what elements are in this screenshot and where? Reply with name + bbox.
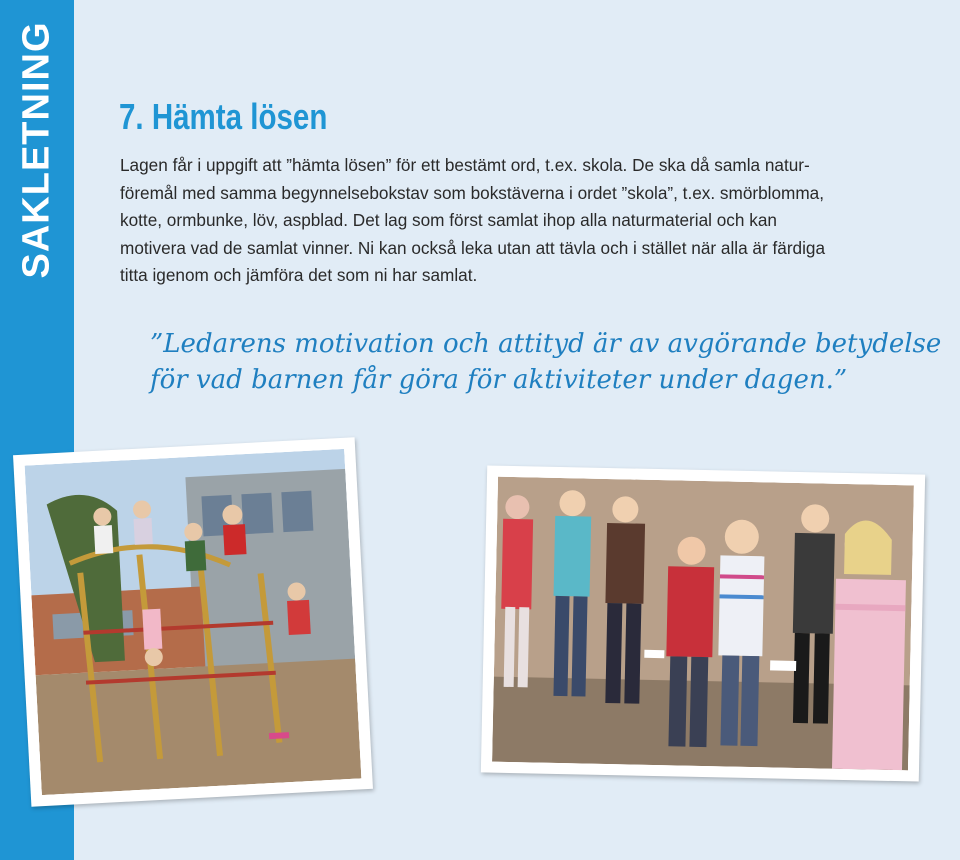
pull-quote [150,326,940,398]
playground-image [25,449,362,795]
body-paragraph [120,152,920,290]
body-line: Lagen får i uppgift att ”hämta lösen” för ett bestämt ord, t.ex. skola. De ska då samla natur- [120,155,810,175]
quote-line: ”Ledarens motivation och attityd är av avgörande betydelse [150,329,942,359]
body-line: kotte, ormbunke, löv, aspblad. Det lag som först samlat ihop alla naturmaterial och kan [120,210,777,230]
body-line: motivera vad de samlat vinner. Ni kan också leka utan att tävla och i stället när alla är färdiga [120,237,826,258]
body-line: föremål med samma begynnelsebokstav som bokstäverna i ordet ”skola”, t.ex. smörblomma, [120,182,825,203]
quote-line: för vad barnen får göra för aktiviteter under dagen.” [150,365,848,395]
section-heading: 7. Hämta lösen [119,96,328,137]
children-group-image [492,477,914,771]
children-group-photo [481,465,925,781]
sidebar-label: SAKLETNING [15,21,58,279]
body-line: titta igenom och jämföra det som ni har samlat. [120,265,478,285]
playground-photo [13,437,373,806]
